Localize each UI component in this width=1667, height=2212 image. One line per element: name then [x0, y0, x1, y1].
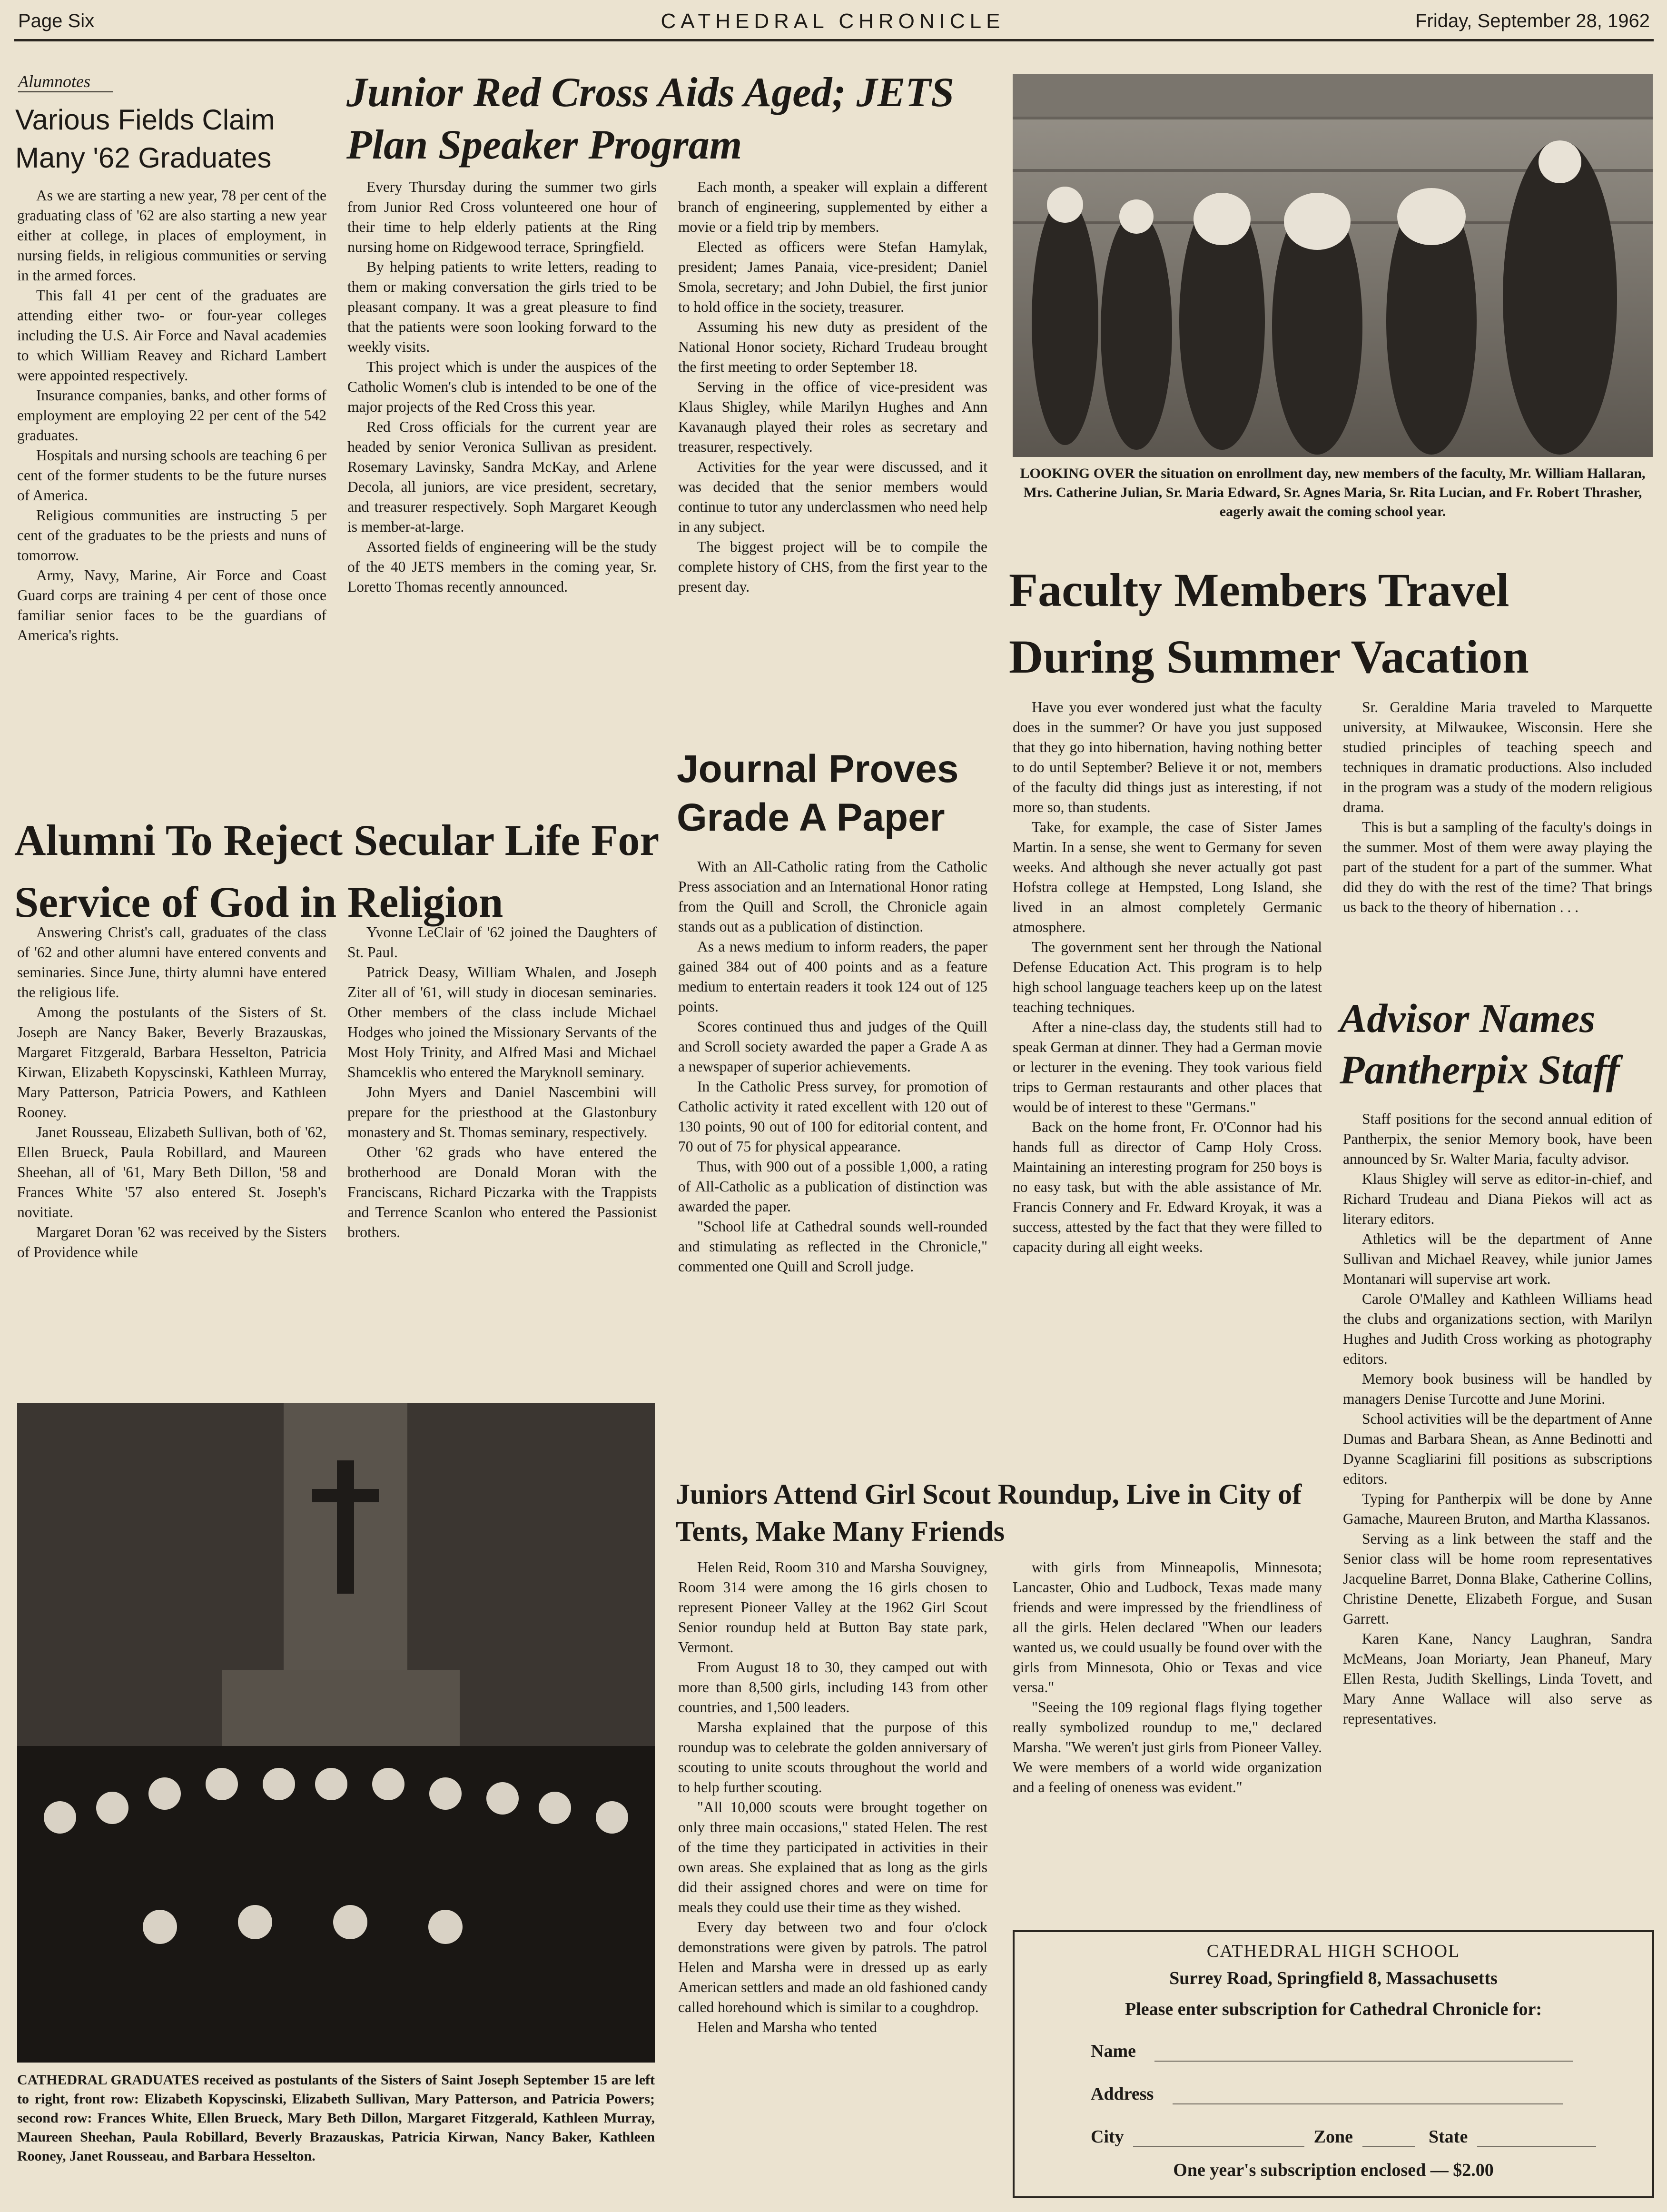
paragraph: School activities will be the department of Anne Dumas and Barbara Shean, as Anne Bedinotti and Dyanne Scagliarini fill positions as subscriptions editors.: [1343, 1410, 1652, 1487]
paragraph: Marsha explained that the purpose of this roundup was to celebrate the golden anniversary of scouting to unite scouts throughout the world and to help further scouting.: [678, 1719, 987, 1795]
paragraph: Each month, a speaker will explain a different branch of engineering, supplemented by either a movie or a field trip by members.: [678, 179, 987, 235]
paragraph: "Seeing the 109 regional flags flying together really symbolized roundup to me," declared Marsha. "We weren't just girls from Pioneer Valley. We were members of a world wide organization and a feeling of oneness was evident.": [1013, 1699, 1322, 1795]
travel-col-2: [1343, 697, 1652, 917]
paragraph: Patrick Deasy, William Whalen, and Joseph Ziter all of '61, will study in diocesan seminaries. Other members of the class include Michael Hodges who joined the Missionary Servants of the Most Holy Trinity, and Alfred Masi and Michael Shamceklis who entered the Maryknoll seminary.: [347, 964, 657, 1081]
masthead-rule: [14, 39, 1654, 41]
redcross-col-1: [347, 177, 657, 597]
paragraph: Among the postulants of the Sisters of St. Joseph are Nancy Baker, Beverly Brazauskas, Margaret Fitzgerald, Barbara Hesselton, Patricia Kirwan, Elizabeth Kopyscinski, Kathleen Murray, Mary Patterson, Patricia Powers, and Kathleen Rooney.: [17, 1004, 326, 1121]
paragraph: Carole O'Malley and Kathleen Williams head the clubs and organizations section, with Marilyn Hughes and Judith Cross working as photography editors.: [1343, 1290, 1652, 1367]
scouts-headline: Juniors Attend Girl Scout Roundup, Live in City of Tents, Make Many Friends: [676, 1478, 1302, 1547]
paragraph: "All 10,000 scouts were brought together on only three main occasions," stated Helen. The rest of the time they participated in activities in their own areas. She explained that as long as the girls did their assigned chores and were on time for meals they could use their time as they wished.: [678, 1799, 987, 1915]
paragraph: This fall 41 per cent of the graduates are attending either two- or four-year colleges including the U.S. Air Force and Naval academies to which William Reavey and Richard Lambert were appointed respectively.: [17, 287, 326, 384]
paragraph: The biggest project will be to compile the complete history of CHS, from the first year to the present day.: [678, 538, 987, 595]
paragraph: Take, for example, the case of Sister James Martin. In a sense, she went to Germany for seven weeks. And although she never actually got past Hofstra college at Hempsted, Long Island, she lived in an almost completely Germanic atmosphere.: [1013, 819, 1322, 935]
paragraph: Back on the home front, Fr. O'Connor had his hands full as director of Camp Holy Cross. Maintaining an interesting program for 250 boys is no easy task, but with the able assistance of Mr. Francis Connery and Fr. Edward Kroyak, it was a success, attested by the fact that they were filled to capacity during all eight weeks.: [1013, 1119, 1322, 1255]
faculty-photo: [1013, 74, 1653, 457]
page-number: Page Six: [18, 10, 95, 31]
subscription-prompt: Please enter subscription for Cathedral Chronicle for:: [1124, 1999, 1542, 2019]
paragraph: Assorted fields of engineering will be the study of the 40 JETS members in the coming year, Sr. Loretto Thomas recently announced.: [347, 538, 657, 595]
name-label: Name: [1091, 2041, 1136, 2061]
paragraph: Klaus Shigley will serve as editor-in-chief, and Richard Trudeau and Diana Piekos will act as literary editors.: [1343, 1170, 1652, 1227]
city-field[interactable]: [1133, 2146, 1304, 2147]
paragraph: Scores continued thus and judges of the Quill and Scroll society awarded the paper a Grade A as a newspaper of superior achievements.: [678, 1018, 987, 1075]
paragraph: Serving as a link between the staff and the Senior class will be home room representatives Jacqueline Barret, Donna Blake, Catherine Collins, Christine Denette, Elizabeth Forgue, and Susan Garrett.: [1343, 1530, 1652, 1627]
caption-lead: LOOKING OVER: [1020, 466, 1135, 481]
issue-date: Friday, September 28, 1962: [1415, 10, 1650, 31]
paragraph: Margaret Doran '62 was received by the Sisters of Providence while: [17, 1224, 326, 1260]
name-field[interactable]: [1154, 2061, 1573, 2062]
paragraph: Memory book business will be handled by managers Denise Turcotte and June Morini.: [1343, 1370, 1652, 1407]
paragraph: "School life at Cathedral sounds well-rounded and stimulating as reflected in the Chronicle," commented one Quill and Scroll judge.: [678, 1218, 987, 1275]
journal-headline: Journal Proves Grade A Paper: [677, 747, 959, 839]
alumnotes-body: [17, 186, 326, 645]
paragraph: John Myers and Daniel Nascembini will prepare for the priesthood at the Glastonbury monastery and St. Thomas seminary, respectively.: [347, 1084, 657, 1141]
redcross-col-2: [678, 177, 987, 597]
caption-text: the situation on enrollment day, new members of the faculty, Mr. William Hallaran, Mrs. Catherine Julian, Sr. Maria Edward, Sr. Agnes Maria, Sr. Rita Lucian, and Fr. Robert Thrasher, eagerly await the coming school year.: [1023, 466, 1646, 519]
paragraph: Every day between two and four o'clock demonstrations were given by patrols. The patrol Helen and Marsha were in dressed up as early American settlers and made an old fashioned candy called horehound which is similar to a coughdrop.: [678, 1919, 987, 2015]
subscription-school: CATHEDRAL HIGH SCHOOL: [1206, 1941, 1460, 1961]
subscription-address: Surrey Road, Springfield 8, Massachusetts: [1169, 1968, 1498, 1988]
travel-headline: Faculty Members Travel During Summer Vacation: [1009, 564, 1529, 683]
advisor-body: [1343, 1109, 1652, 1729]
faculty-photo-image: [1013, 74, 1653, 457]
alumni-headline: Alumni To Reject Secular Life For Service of God in Religion: [14, 816, 659, 926]
paper-name: CATHEDRAL CHRONICLE: [661, 10, 1005, 33]
paragraph: Karen Kane, Nancy Laughran, Sandra McMeans, Joan Moriarty, Jean Phaneuf, Mary Ellen Resta, Judith Skellings, Linda Tovett, and Mary Anne Wallace will also serve as representatives.: [1343, 1630, 1652, 1727]
scouts-col-2: [1013, 1557, 1322, 1797]
caption-text: received as postulants of the Sisters of Saint Joseph September 15 are left to right, front row: Elizabeth Kopyscinski, Elizabeth Sullivan, Mary Patterson, and Patricia Powers; second row: Frances White, Ellen Brueck, Mary Beth Dillon, Margaret Fitzgerald, Kathleen Murray, Maureen Sheehan, Paula Robillard, Beverly Brazauskas, Patricia Kirwan, Nancy Baker, Kathleen Rooney, Janet Rousseau, and Barbara Hesselton.: [17, 2072, 655, 2164]
paragraph: Sr. Geraldine Maria traveled to Marquette university, at Milwaukee, Wisconsin. Here she studied principles of teaching speech and techniques in dramatic productions. Also included in the program was a study of the modern religious drama.: [1343, 699, 1652, 815]
paragraph: Red Cross officials for the current year are headed by senior Veronica Sullivan as president. Rosemary Lavinsky, Sandra McKay, and Arlene Decola, all juniors, are vice president, secretary, and treasurer respectively. Soph Margaret Keough is member-at-large.: [347, 418, 657, 535]
paragraph: Janet Rousseau, Elizabeth Sullivan, both of '62, Ellen Brueck, Paula Robillard, and Maureen Sheehan, all of '61, Mary Beth Dillon, '58 and Frances White '57 also entered St. Joseph's novitiate.: [17, 1124, 326, 1220]
paragraph: Assuming his new duty as president of the National Honor society, Richard Trudeau brought the first meeting to order September 18.: [678, 318, 987, 375]
faculty-photo-caption: [1013, 464, 1653, 521]
paragraph: Have you ever wondered just what the faculty does in the summer? Or have you just supposed that they go into hibernation, having nothing better to do until September? Believe it or not, members of the faculty did things just as interesting, if not more so, than students.: [1013, 699, 1322, 815]
paragraph: Elected as officers were Stefan Hamylak, president; James Panaia, vice-president; Daniel Smola, secretary; and John Dubiel, the first junior to hold office in the society, treasurer.: [678, 238, 987, 315]
paragraph: Typing for Pantherpix will be done by Anne Gamache, Maureen Bruton, and Martha Klassanos.: [1343, 1490, 1652, 1527]
alumnotes-headline: Various Fields Claim Many '62 Graduates: [15, 104, 275, 174]
paragraph: Yvonne LeClair of '62 joined the Daughters of St. Paul.: [347, 924, 657, 961]
advisor-headline: Advisor Names Pantherpix Staff: [1340, 995, 1620, 1092]
paragraph: In the Catholic Press survey, for promotion of Catholic activity it rated excellent with 120 out of 130 points, 90 out of 100 for editorial content, and 70 out of 75 for physical appearance.: [678, 1078, 987, 1155]
alumni-col-2: [347, 922, 657, 1242]
paragraph: Activities for the year were discussed, and it was decided that the senior members would continue to tutor any underclassmen who need help in any subject.: [678, 458, 987, 535]
paragraph: Answering Christ's call, graduates of the class of '62 and other alumni have entered convents and seminaries. Since June, thirty alumni have entered the religious life.: [17, 924, 326, 1001]
state-field[interactable]: [1477, 2146, 1596, 2147]
journal-body: [678, 857, 987, 1277]
paragraph: Thus, with 900 out of a possible 1,000, a rating of All-Catholic as a publication of distinction was awarded the paper.: [678, 1158, 987, 1215]
paragraph: Every Thursday during the summer two girls from Junior Red Cross volunteered one hour of their time to help elderly patients at the Ring nursing home on Ridgewood terrace, Springfield.: [347, 179, 657, 255]
paragraph: As a news medium to inform readers, the paper gained 384 out of 400 points and as a feature medium to entertain readers it took 124 out of 125 points.: [678, 938, 987, 1015]
redcross-headline: Junior Red Cross Aids Aged; JETS Plan Speaker Program: [346, 69, 955, 168]
address-row: [1091, 2083, 1638, 2104]
paragraph: Helen Reid, Room 310 and Marsha Souvigney, Room 314 were among the 16 girls chosen to represent Pioneer Valley at the 1962 Girl Scout Senior roundup held at Button Bay state park, Vermont.: [678, 1559, 987, 1656]
paragraph: This project which is under the auspices of the Catholic Women's club is intended to be one of the major projects of the Red Cross this year.: [347, 358, 657, 415]
alumni-col-1: [17, 922, 326, 1262]
paragraph: Helen and Marsha who tented: [697, 2019, 877, 2035]
caption-lead: CATHEDRAL GRADUATES: [17, 2072, 199, 2088]
travel-col-1: [1013, 697, 1322, 1257]
paragraph: This is but a sampling of the faculty's doings in the summer. Most of them were away playing the part of the student for a part of the summer. What did they do with the rest of the time? That brings us back to the theory of hibernation . . .: [1343, 819, 1652, 915]
state-label: State: [1429, 2127, 1468, 2147]
paragraph: By helping patients to write letters, reading to them or making conversation the girls tried to be pleasant company. It was a great pleasure to find that the patients were soon looking forward to the weekly visits.: [347, 258, 657, 355]
zone-label: Zone: [1313, 2127, 1353, 2147]
paragraph: Hospitals and nursing schools are teaching 6 per cent of the former students to be the future nurses of America.: [17, 447, 326, 504]
paragraph: The government sent her through the National Defense Education Act. This program is to help high school language teachers keep up on the latest teaching techniques.: [1013, 939, 1322, 1015]
paragraph: From August 18 to 30, they camped out with more than 8,500 girls, including 143 from other countries, and 1,500 leaders.: [678, 1659, 987, 1716]
paragraph: As we are starting a new year, 78 per cent of the graduating class of '62 are also starting a new year either at college, in places of employment, in nursing fields, in religious communities or serving in the armed forces.: [17, 187, 326, 284]
alumnotes-kicker: Alumnotes: [18, 71, 113, 92]
paragraph: Athletics will be the department of Anne Sullivan and Michael Reavey, while junior James Montanari will supervise art work.: [1343, 1230, 1652, 1287]
graduates-photo-image: [17, 1403, 655, 2063]
subscription-fee: One year's subscription enclosed — $2.00: [1173, 2160, 1494, 2180]
scouts-col-1: [678, 1557, 987, 2037]
paragraph: with girls from Minneapolis, Minnesota; Lancaster, Ohio and Ludbock, Texas made many friends and were impressed by the friendliness of all the girls. Helen declared "When our leaders wanted us, we could usually be found over with the girls from Minnesota, Ohio or Texas and vice versa.": [1013, 1559, 1322, 1696]
paragraph: After a nine-class day, the students still had to speak German at dinner. They had a German movie or lecturer in the evening. They took various field trips to German restaurants and other places that would be of interest to these "Germans.": [1013, 1019, 1322, 1115]
paragraph: Staff positions for the second annual edition of Pantherpix, the senior Memory book, have been announced by Sr. Walter Maria, faculty advisor.: [1343, 1111, 1652, 1167]
graduates-photo-caption: [17, 2071, 655, 2166]
address-label: Address: [1091, 2084, 1154, 2104]
city-row: [1091, 2126, 1638, 2147]
paragraph: Army, Navy, Marine, Air Force and Coast Guard corps are training 4 per cent of those once familiar senior faces to be the guardians of America's rights.: [17, 567, 326, 644]
paragraph: Insurance companies, banks, and other forms of employment are employing 22 per cent of the 542 graduates.: [17, 387, 326, 444]
paragraph: Religious communities are instructing 5 per cent of the graduates to be the priests and nuns of tomorrow.: [17, 507, 326, 564]
subscription-form: [1013, 1930, 1654, 2198]
city-label: City: [1091, 2127, 1124, 2147]
paragraph: With an All-Catholic rating from the Catholic Press association and an International Honor rating from the Quill and Scroll, the Chronicle again stands out as a publication of distinction.: [678, 858, 987, 935]
address-field[interactable]: [1173, 2103, 1563, 2104]
name-row: [1091, 2041, 1638, 2062]
graduates-photo: [17, 1403, 655, 2063]
zone-field[interactable]: [1362, 2146, 1415, 2147]
paragraph: Other '62 grads who have entered the brotherhood are Donald Moran with the Franciscans, Richard Piczarka with the Trappists and Terrence Scanlon who entered the Passionist brothers.: [347, 1144, 657, 1240]
paragraph: Serving in the office of vice-president was Klaus Shigley, while Marilyn Hughes and Ann Kavanaugh played their roles as secretary and treasurer, respectively.: [678, 378, 987, 455]
